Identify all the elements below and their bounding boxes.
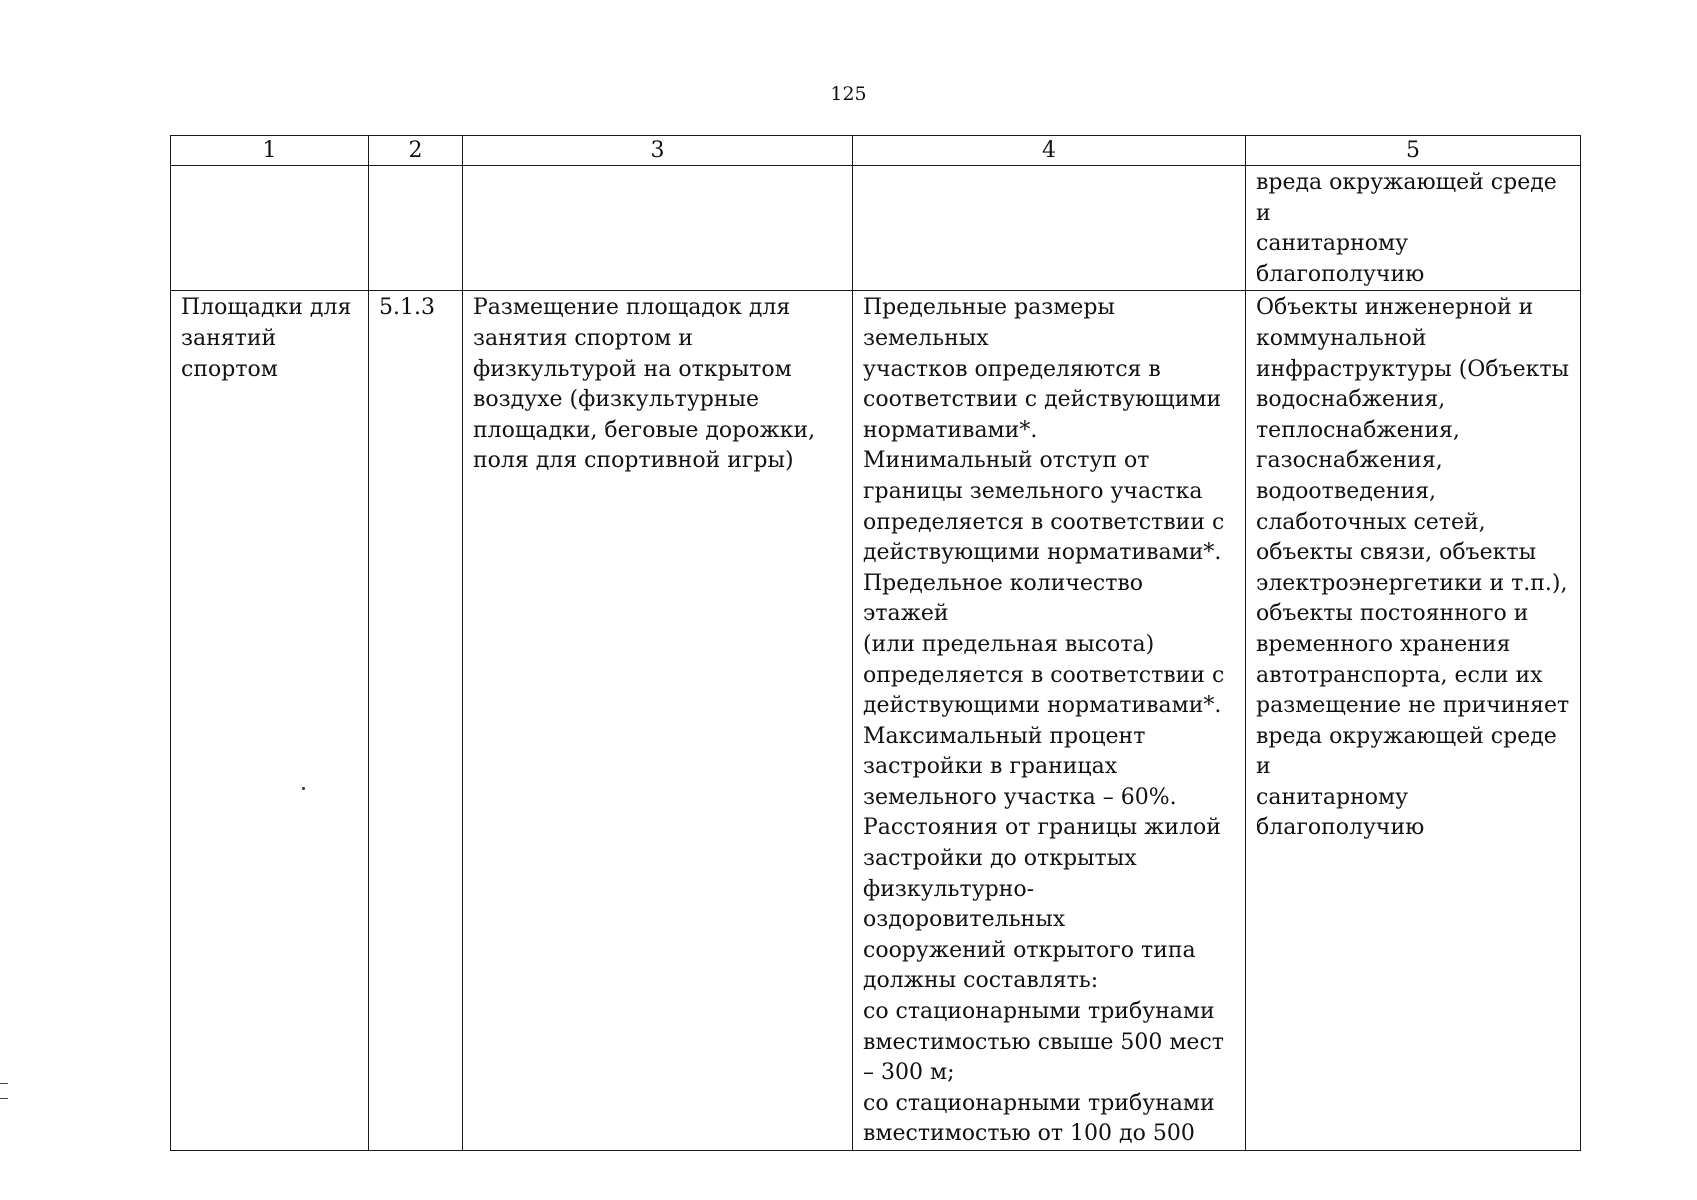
cell-parameters: Предельные размеры земельных участков определяются в соответствии с действующими нормативами*. Минимальный отступ от границы земельного участка определяется в соответствии с действующими нормативами*. Предельное количество этажей (или предельная высота) определяется в соответствии с действующими нормативами*. Максимальный процент застройки в границах земельного участка – 60%. Расстояния от границы жилой застройки до открытых физкультурно-оздоровительных сооружений открытого типа должны составлять: со стационарными трибунами вместимостью свыше 500 мест – 300 м; со стационарными трибунами вместимостью от 100 до 500 — [853, 291, 1246, 1151]
cell-use-type: Площадки для занятий спортом — [171, 291, 369, 1151]
cell-auxiliary-uses: Объекты инженерной и коммунальной инфраструктуры (Объекты водоснабжения, теплоснабжения, газоснабжения, водоотведения, слаботочных сетей, объекты связи, объекты электроэнергетики и т.п.), объекты постоянного и временного хранения автотранспорта, если их размещение не причиняет вреда окружающей среде и санитарному благополучию — [1246, 291, 1581, 1151]
cell-use-description: Размещение площадок для занятия спортом и физкультурой на открытом воздухе (физкультурные площадки, беговые дорожки, поля для спортивной игры) — [463, 291, 853, 1151]
page-number: 125 — [830, 83, 867, 105]
column-header-4: 4 — [853, 136, 1246, 166]
column-header-5: 5 — [1246, 136, 1581, 166]
column-header-1: 1 — [171, 136, 369, 166]
cell-empty — [369, 166, 463, 291]
table-row — [171, 291, 1581, 1151]
table-header-row — [171, 136, 1581, 166]
cell-empty — [463, 166, 853, 291]
cell-empty — [171, 166, 369, 291]
column-header-2: 2 — [369, 136, 463, 166]
table-row-continuation — [171, 166, 1581, 291]
column-header-3: 3 — [463, 136, 853, 166]
scan-edge-mark — [0, 1083, 8, 1099]
cell-use-code: 5.1.3 — [369, 291, 463, 1151]
cell-permitted-uses-continued: вреда окружающей среде и санитарному благополучию — [1246, 166, 1581, 291]
regulations-table — [170, 135, 1581, 1151]
cell-empty — [853, 166, 1246, 291]
scan-speck — [302, 787, 305, 790]
